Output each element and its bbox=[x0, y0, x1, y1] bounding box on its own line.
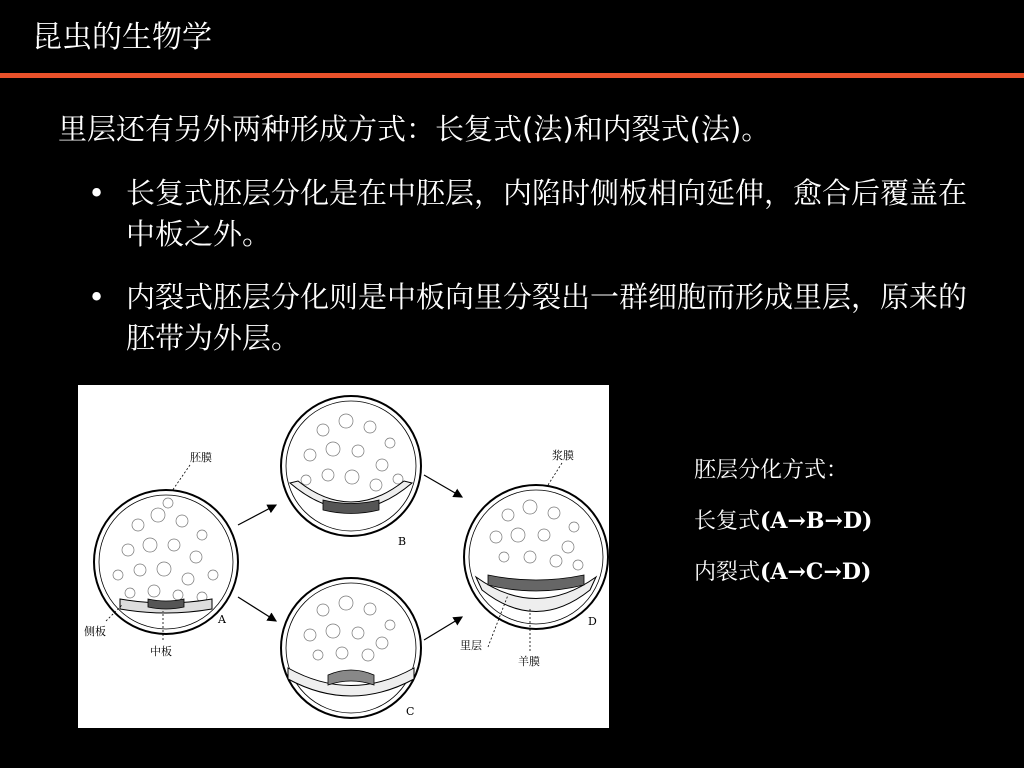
delamination-sequence: (A→C→D) bbox=[760, 559, 872, 585]
summary-heading: 胚层分化方式： bbox=[694, 458, 849, 483]
panel-label-b: B bbox=[398, 535, 407, 548]
panel-label-d: D bbox=[588, 615, 597, 628]
embryo-diagram bbox=[78, 385, 609, 728]
intro-text: 里层还有另外两种形成方式：长复式(法)和内裂式(法)。 bbox=[58, 112, 771, 146]
arrow-b-to-d bbox=[424, 475, 462, 497]
arrow-a-to-c bbox=[238, 597, 276, 621]
panel-label-c: C bbox=[406, 705, 415, 718]
label-serosa: 浆膜 bbox=[552, 449, 574, 462]
bullet-text: 长复式胚层分化是在中胚层，内陷时侧板相向延伸，愈合后覆盖在中板之外。 bbox=[126, 176, 968, 251]
bullet-text: 内裂式胚层分化则是中板向里分裂出一群细胞而形成里层，原来的胚带为外层。 bbox=[126, 280, 968, 355]
slide-title: 昆虫的生物学 bbox=[32, 20, 212, 55]
label-inner-layer: 里层 bbox=[460, 639, 482, 652]
label-amnion: 羊膜 bbox=[518, 655, 540, 668]
elongation-sequence: (A→B→D) bbox=[760, 508, 873, 534]
panel-label-a: A bbox=[218, 613, 226, 626]
differentiation-summary bbox=[694, 446, 872, 598]
label-lateral-plate: 侧板 bbox=[84, 625, 106, 638]
label-embryo-membrane: 胚膜 bbox=[190, 451, 212, 464]
bullet-marker: • bbox=[88, 176, 106, 210]
embryo-stage-d bbox=[464, 485, 608, 629]
summary-line-delamination bbox=[694, 547, 872, 598]
elongation-name: 长复式 bbox=[694, 509, 761, 534]
bullet-item bbox=[88, 277, 983, 359]
title-divider bbox=[0, 73, 1024, 78]
summary-line-elongation bbox=[694, 496, 872, 547]
bullet-item bbox=[88, 173, 983, 255]
arrow-c-to-d bbox=[424, 617, 462, 640]
bullet-marker: • bbox=[88, 280, 106, 314]
embryo-stage-c bbox=[281, 578, 421, 718]
arrow-a-to-b bbox=[238, 505, 276, 525]
label-middle-plate: 中板 bbox=[150, 645, 172, 658]
embryo-stage-a bbox=[94, 490, 238, 634]
embryo-stage-b bbox=[281, 396, 421, 536]
delamination-name: 内裂式 bbox=[694, 560, 761, 585]
stage-arrows bbox=[238, 475, 462, 640]
